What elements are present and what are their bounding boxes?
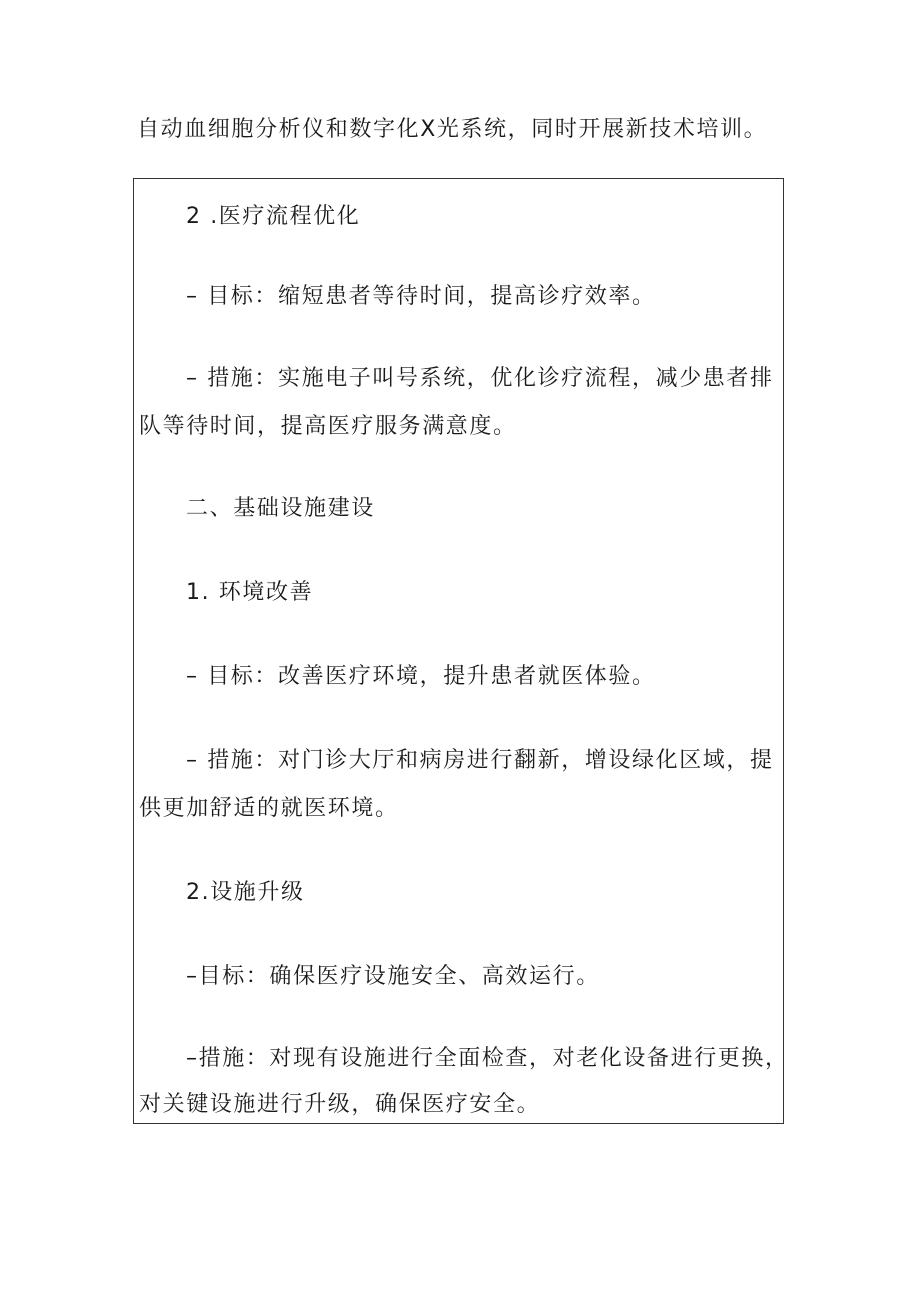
sub-2-measure-line2: 对关键设施进行升级，确保医疗安全。 <box>139 1092 541 1117</box>
intro-text: 自动血细胞分析仪和数字化X光系统，同时开展新技术培训。 <box>137 117 768 142</box>
sub-2-goal: –目标：确保医疗设施安全、高效运行。 <box>186 964 600 989</box>
section-2-heading: 2 .医疗流程优化 <box>186 204 361 229</box>
sub-1-heading: 1. 环境改善 <box>186 580 314 605</box>
part-2-heading: 二、基础设施建设 <box>186 496 375 521</box>
content-box <box>133 178 789 1124</box>
sub-2-heading: 2.设施升级 <box>186 880 305 905</box>
sub-1-measure-line2: 供更加舒适的就医环境。 <box>139 796 399 821</box>
section-2-measure-line1: – 措施：实施电子叫号系统，优化诊疗流程，减少患者排 <box>186 366 774 391</box>
sub-2-measure-line1: –措施：对现有设施进行全面检查，对老化设备进行更换， <box>186 1046 789 1071</box>
sub-1-goal: – 目标：改善医疗环境，提升患者就医体验。 <box>186 664 656 689</box>
section-2-goal: – 目标：缩短患者等待时间，提高诊疗效率。 <box>186 284 656 309</box>
section-2-measure-line2: 队等待时间，提高医疗服务满意度。 <box>139 414 517 439</box>
sub-1-measure-line1: – 措施：对门诊大厅和病房进行翻新，增设绿化区域，提 <box>186 748 774 773</box>
